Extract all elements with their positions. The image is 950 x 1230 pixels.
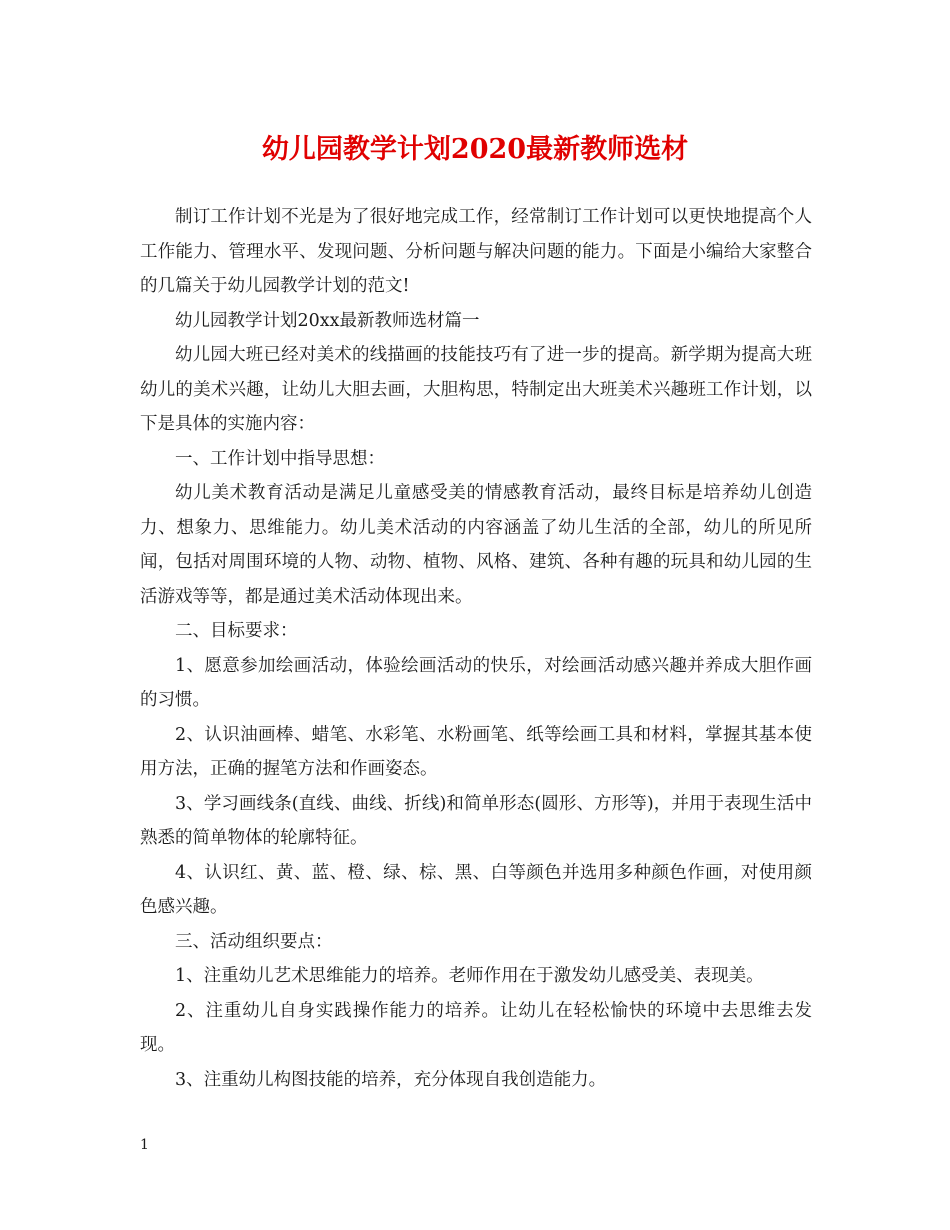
- key-point-item-2: 2、注重幼儿自身实践操作能力的培养。让幼儿在轻松愉快的环境中去思维去发现。: [140, 1000, 812, 1055]
- key-point-item-3: 3、注重幼儿构图技能的培养，充分体现自我创造能力。: [175, 1069, 607, 1090]
- document-title: 幼儿园教学计划2020最新教师选材: [261, 134, 689, 165]
- section-heading-guiding-idea: 一、工作计划中指导思想：: [175, 448, 385, 469]
- paragraph-background: 幼儿园大班已经对美术的线描画的技能技巧有了进一步的提高。新学期为提高大班幼儿的美术兴趣，让幼儿大胆去画，大胆构思，特制定出大班美术兴趣班工作计划，以下是具体的实施内容：: [140, 345, 812, 434]
- goal-item-2: 2、认识油画棒、蜡笔、水彩笔、水粉画笔、纸等绘画工具和材料，掌握其基本使用方法，正确的握笔方法和作画姿态。: [140, 724, 812, 779]
- page-number: 1: [140, 1137, 149, 1153]
- section-heading-goals: 二、目标要求：: [175, 621, 298, 641]
- goal-item-1: 1、愿意参加绘画活动，体验绘画活动的快乐，对绘画活动感兴趣并养成大胆作画的习惯。: [140, 655, 812, 710]
- paragraph-guiding-idea: 幼儿美术教育活动是满足儿童感受美的情感教育活动，最终目标是培养幼儿创造力、想象力、思维能力。幼儿美术活动的内容涵盖了幼儿生活的全部，幼儿的所见所闻，包括对周围环境的人物、动物、植物、风格、建筑、各种有趣的玩具和幼儿园的生活游戏等等，都是通过美术活动体现出来。: [140, 483, 812, 607]
- paragraph-intro: 制订工作计划不光是为了很好地完成工作，经常制订工作计划可以更快地提高个人工作能力、管理水平、发现问题、分析问题与解决问题的能力。下面是小编给大家整合的几篇关于幼儿园教学计划的范文!: [140, 207, 812, 296]
- document-body: [140, 200, 812, 1097]
- goal-item-4: 4、认识红、黄、蓝、橙、绿、棕、黑、白等颜色并选用多种颜色作画，对使用颜色感兴趣。: [140, 862, 812, 917]
- key-point-item-1: 1、注重幼儿艺术思维能力的培养。老师作用在于激发幼儿感受美、表现美。: [175, 966, 764, 986]
- section-heading-article-one: 幼儿园教学计划20xx最新教师选材篇一: [175, 310, 480, 331]
- section-heading-key-points: 三、活动组织要点：: [175, 931, 333, 952]
- goal-item-3: 3、学习画线条(直线、曲线、折线)和简单形态(圆形、方形等)，并用于表现生活中熟悉的简单物体的轮廓特征。: [140, 793, 812, 848]
